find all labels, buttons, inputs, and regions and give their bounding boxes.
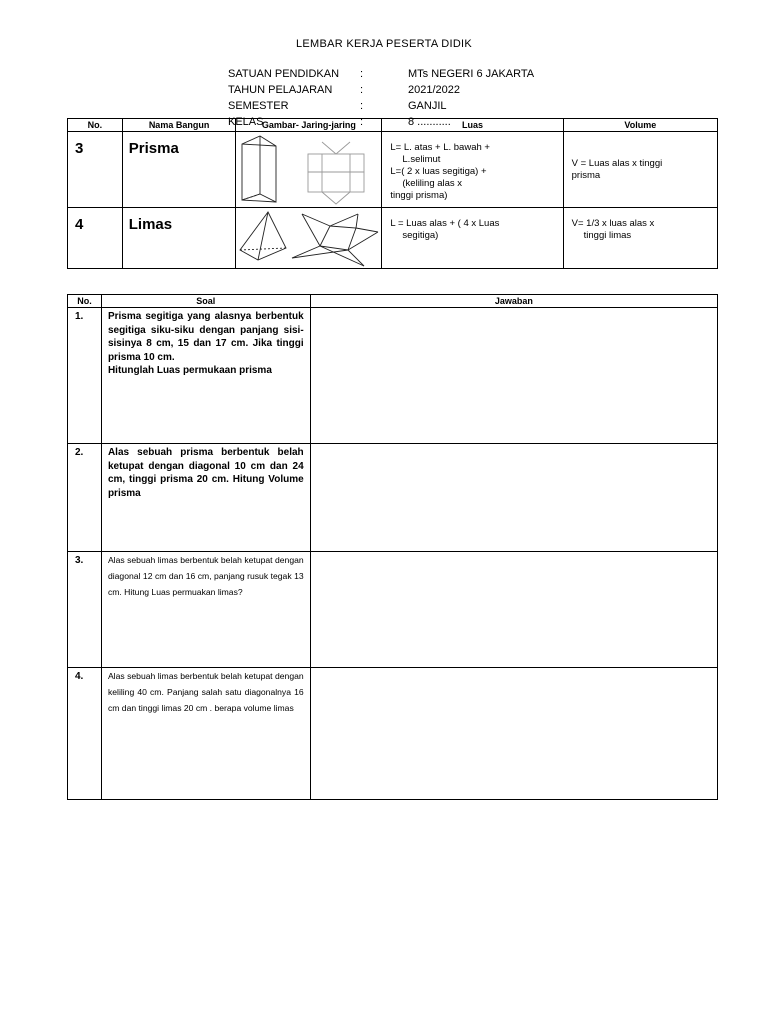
- header-luas: Luas: [382, 119, 563, 132]
- info-colon: :: [360, 116, 364, 128]
- volume-formula: [563, 132, 717, 208]
- formula-line: segitiga): [402, 230, 439, 241]
- header-gambar: Gambar- Jaring-jaring: [236, 119, 382, 132]
- worksheet-title: LEMBAR KERJA PESERTA DIDIK: [295, 38, 473, 50]
- formula-row-limas: [68, 208, 718, 269]
- info-value: 2021/2022: [408, 84, 460, 96]
- info-value: 8 ...........: [408, 116, 451, 128]
- formula-line: (keliling alas x: [402, 178, 463, 189]
- prism-figure: [236, 132, 382, 208]
- question-number: 1.: [68, 308, 102, 444]
- info-key: SEMESTER: [228, 100, 289, 112]
- question-line: Prisma segitiga yang alasnya berbentuk segitiga siku-siku dengan panjang sisi-sisinya 8 cm, 15 dan 17 cm. Jika tinggi prisma 10 cm.: [107, 311, 304, 363]
- info-colon: :: [360, 84, 364, 96]
- info-key: KELAS: [228, 116, 264, 128]
- formula-line: L = Luas alas + ( 4 x Luas: [390, 218, 500, 229]
- question-number: 3.: [68, 552, 102, 668]
- luas-formula: [382, 208, 563, 269]
- info-colon: :: [360, 100, 364, 112]
- info-row-semester: [228, 98, 608, 114]
- shape-name: Prisma: [122, 132, 236, 208]
- info-row-year: [228, 82, 608, 98]
- info-key: TAHUN PELAJARAN: [228, 84, 333, 96]
- info-value: GANJIL: [408, 100, 447, 112]
- formula-line: prisma: [571, 170, 601, 181]
- info-key: SATUAN PENDIDKAN: [228, 68, 340, 80]
- answer-cell[interactable]: [310, 308, 717, 444]
- answer-cell[interactable]: [310, 444, 717, 552]
- question-text: Alas sebuah limas berbentuk belah ketupat dengan diagonal 12 cm dan 16 cm, panjang rusuk tegak 13 cm. Hitung Luas permuakan limas?: [101, 552, 310, 668]
- header-volume: Volume: [563, 119, 717, 132]
- question-table-header: [68, 295, 718, 308]
- row-number: 4: [68, 208, 123, 269]
- shape-name: Limas: [122, 208, 236, 269]
- question-row: [68, 308, 718, 444]
- formula-line: L= L. atas + L. bawah +: [390, 142, 490, 153]
- header-soal: Soal: [101, 295, 310, 308]
- formula-line: V= 1/3 x luas alas x: [571, 218, 655, 229]
- question-row: [68, 552, 718, 668]
- info-row-school: [228, 66, 608, 82]
- info-value: MTs NEGERI 6 JAKARTA: [408, 68, 535, 80]
- formula-table: [67, 118, 718, 269]
- formula-line: L.selimut: [402, 154, 441, 165]
- question-row: [68, 444, 718, 552]
- formula-line: V = Luas alas x tinggi: [571, 158, 663, 169]
- luas-formula: [382, 132, 563, 208]
- volume-formula: [563, 208, 717, 269]
- question-text: Alas sebuah limas berbentuk belah ketupat dengan keliling 40 cm. Panjang salah satu diagonalnya 16 cm dan tinggi limas 20 cm . berapa volume limas: [101, 668, 310, 800]
- prism-and-net-icon: [236, 132, 381, 207]
- question-line: Hitunglah Luas permukaan prisma: [107, 365, 272, 376]
- pyramid-and-net-icon: [236, 208, 381, 268]
- header-no: No.: [68, 295, 102, 308]
- question-text: Alas sebuah prisma berbentuk belah ketupat dengan diagonal 10 cm dan 24 cm, tinggi prisma 20 cm. Hitung Volume prisma: [101, 444, 310, 552]
- header-nama-bangun: Nama Bangun: [122, 119, 236, 132]
- formula-line: L=( 2 x luas segitiga) +: [390, 166, 487, 177]
- question-number: 2.: [68, 444, 102, 552]
- header-no: No.: [68, 119, 123, 132]
- pyramid-figure: [236, 208, 382, 269]
- info-colon: :: [360, 68, 364, 80]
- answer-cell[interactable]: [310, 668, 717, 800]
- question-number: 4.: [68, 668, 102, 800]
- formula-row-prisma: [68, 132, 718, 208]
- formula-line: tinggi prisma): [390, 190, 448, 201]
- formula-table-header: [68, 119, 718, 132]
- question-row: [68, 668, 718, 800]
- question-table: [67, 294, 718, 800]
- formula-line: tinggi limas: [583, 230, 632, 241]
- header-jawaban: Jawaban: [310, 295, 717, 308]
- question-text: [101, 308, 310, 444]
- answer-cell[interactable]: [310, 552, 717, 668]
- row-number: 3: [68, 132, 123, 208]
